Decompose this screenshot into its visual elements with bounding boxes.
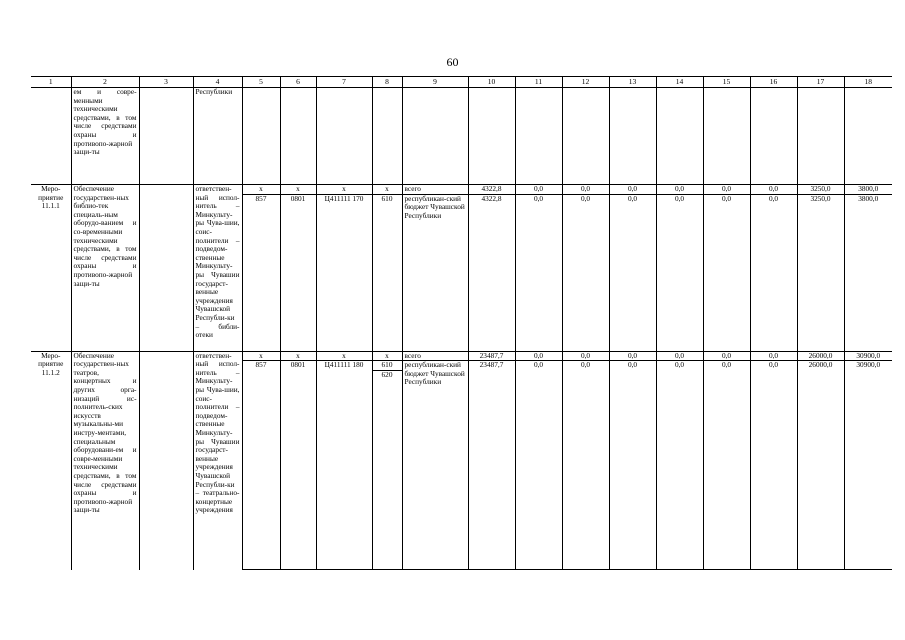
cell-value: 0,0 bbox=[656, 361, 703, 570]
cell-value: 0,0 bbox=[515, 185, 562, 195]
cell-value: 0,0 bbox=[562, 194, 609, 351]
cell-value: 0,0 bbox=[609, 194, 656, 351]
continuation-executor: Республики bbox=[193, 88, 242, 185]
cell-value: 3250,0 bbox=[797, 185, 844, 195]
cell-grbs: 857 bbox=[242, 361, 280, 570]
header-cell: 15 bbox=[703, 77, 750, 88]
cell-value: 0,0 bbox=[515, 361, 562, 570]
header-cell: 4 bbox=[193, 77, 242, 88]
expense-type-620: 620 bbox=[381, 369, 393, 379]
header-cell: 16 bbox=[750, 77, 797, 88]
header-cell: 11 bbox=[515, 77, 562, 88]
cell-value: 23487,7 bbox=[468, 351, 515, 361]
cell-value: 30900,0 bbox=[844, 351, 892, 361]
header-cell: 14 bbox=[656, 77, 703, 88]
cell-value: 3250,0 bbox=[797, 194, 844, 351]
measure-description: Обеспечение государствен-ных театров, концертных и других орга-низаций ис-полнитель-ских искусств музыкальны-ми инстру-ментами, специальным оборудовани-ем и совре-менными техническими средствами, в том числе средствами охраны и противопо-жарной защи-ты bbox=[71, 351, 139, 570]
cell-value: 0,0 bbox=[562, 185, 609, 195]
cell-expense-type: x bbox=[372, 185, 402, 195]
measure-description: Обеспечение государствен-ных библио-тек специаль-ным оборудо-ванием и со-временными техническими средствами, в том числе средствами охраны и противопо-жарной защи-ты bbox=[71, 185, 139, 352]
table-row bbox=[31, 185, 892, 195]
cell-value: 0,0 bbox=[750, 194, 797, 351]
expense-type-610: 610 bbox=[373, 361, 402, 371]
header-cell: 5 bbox=[242, 77, 280, 88]
cell-target: Ц411111 180 bbox=[316, 361, 372, 570]
cell-value: 23487,7 bbox=[468, 361, 515, 570]
cell-value: 3800,0 bbox=[844, 185, 892, 195]
header-cell: 12 bbox=[562, 77, 609, 88]
cell-grbs: x bbox=[242, 185, 280, 195]
cell-value: 0,0 bbox=[750, 185, 797, 195]
cell-source: республикан-ский бюджет Чувашской Республики bbox=[402, 194, 468, 351]
header-cell: 13 bbox=[609, 77, 656, 88]
cell-section: 0801 bbox=[280, 361, 316, 570]
measure-label: Меро-приятие 11.1.1 bbox=[31, 185, 71, 352]
header-cell: 10 bbox=[468, 77, 515, 88]
cell-value: 0,0 bbox=[562, 361, 609, 570]
continuation-row bbox=[31, 88, 892, 185]
cell-value: 0,0 bbox=[656, 185, 703, 195]
cell-value: 0,0 bbox=[703, 361, 750, 570]
cell-value: 0,0 bbox=[609, 185, 656, 195]
cell-expense-type: x bbox=[372, 351, 402, 361]
cell-target: x bbox=[316, 351, 372, 361]
cell-value: 0,0 bbox=[703, 351, 750, 361]
cell-value: 3800,0 bbox=[844, 194, 892, 351]
header-cell: 6 bbox=[280, 77, 316, 88]
cell-value: 0,0 bbox=[656, 351, 703, 361]
cell-value: 26000,0 bbox=[797, 351, 844, 361]
cell-value: 0,0 bbox=[750, 351, 797, 361]
cell-value: 4322,8 bbox=[468, 194, 515, 351]
cell-target: x bbox=[316, 185, 372, 195]
cell-value: 0,0 bbox=[609, 361, 656, 570]
header-cell: 2 bbox=[71, 77, 139, 88]
header-cell: 9 bbox=[402, 77, 468, 88]
cell-expense-type: 610 bbox=[372, 194, 402, 351]
cell-value: 0,0 bbox=[609, 351, 656, 361]
table-row bbox=[31, 351, 892, 361]
measure-label: Меро-приятие 11.1.2 bbox=[31, 351, 71, 570]
measure-executor: ответствен-ный испол-нитель – Минкульту-ры Чува-шии, соис-полнители – подведом-ственные Минкульту-ры Чувашии государст-венные учреждения Чувашской Республи-ки – библи-отеки bbox=[193, 185, 242, 352]
header-cell: 7 bbox=[316, 77, 372, 88]
cell-grbs: 857 bbox=[242, 194, 280, 351]
header-row bbox=[31, 77, 892, 88]
header-cell: 18 bbox=[844, 77, 892, 88]
cell-source: всего bbox=[402, 185, 468, 195]
cell-section: 0801 bbox=[280, 194, 316, 351]
cell-value: 0,0 bbox=[703, 194, 750, 351]
cell-source: всего bbox=[402, 351, 468, 361]
page-number: 60 bbox=[446, 55, 459, 69]
header-cell: 3 bbox=[139, 77, 193, 88]
cell-section: x bbox=[280, 185, 316, 195]
header-cell: 1 bbox=[31, 77, 71, 88]
measure-executor: ответствен-ный испол-нитель – Минкульту-ры Чува-шии, соис-полнители – подведом-ственные Минкульту-ры Чувашии государст-венные учреждения Чувашской Республи-ки – театрально-концертные учреждения bbox=[193, 351, 242, 570]
cell-value: 0,0 bbox=[750, 361, 797, 570]
cell-value: 30900,0 bbox=[844, 361, 892, 570]
header-cell: 17 bbox=[797, 77, 844, 88]
cell-value: 0,0 bbox=[515, 194, 562, 351]
cell-value: 0,0 bbox=[562, 351, 609, 361]
cell-value: 26000,0 bbox=[797, 361, 844, 570]
continuation-description: ем и совре-менными техническими средствами, в том числе средствами охраны и противопо-жарной защи-ты bbox=[71, 88, 139, 185]
cell-expense-type bbox=[372, 361, 402, 570]
budget-table bbox=[31, 76, 892, 570]
cell-value: 0,0 bbox=[703, 185, 750, 195]
cell-value: 0,0 bbox=[656, 194, 703, 351]
header-cell: 8 bbox=[372, 77, 402, 88]
cell-section: x bbox=[280, 351, 316, 361]
cell-target: Ц411111 170 bbox=[316, 194, 372, 351]
cell-grbs: x bbox=[242, 351, 280, 361]
cell-value: 4322,8 bbox=[468, 185, 515, 195]
cell-value: 0,0 bbox=[515, 351, 562, 361]
cell-source: республикан-ский бюджет Чувашской Республики bbox=[402, 361, 468, 570]
